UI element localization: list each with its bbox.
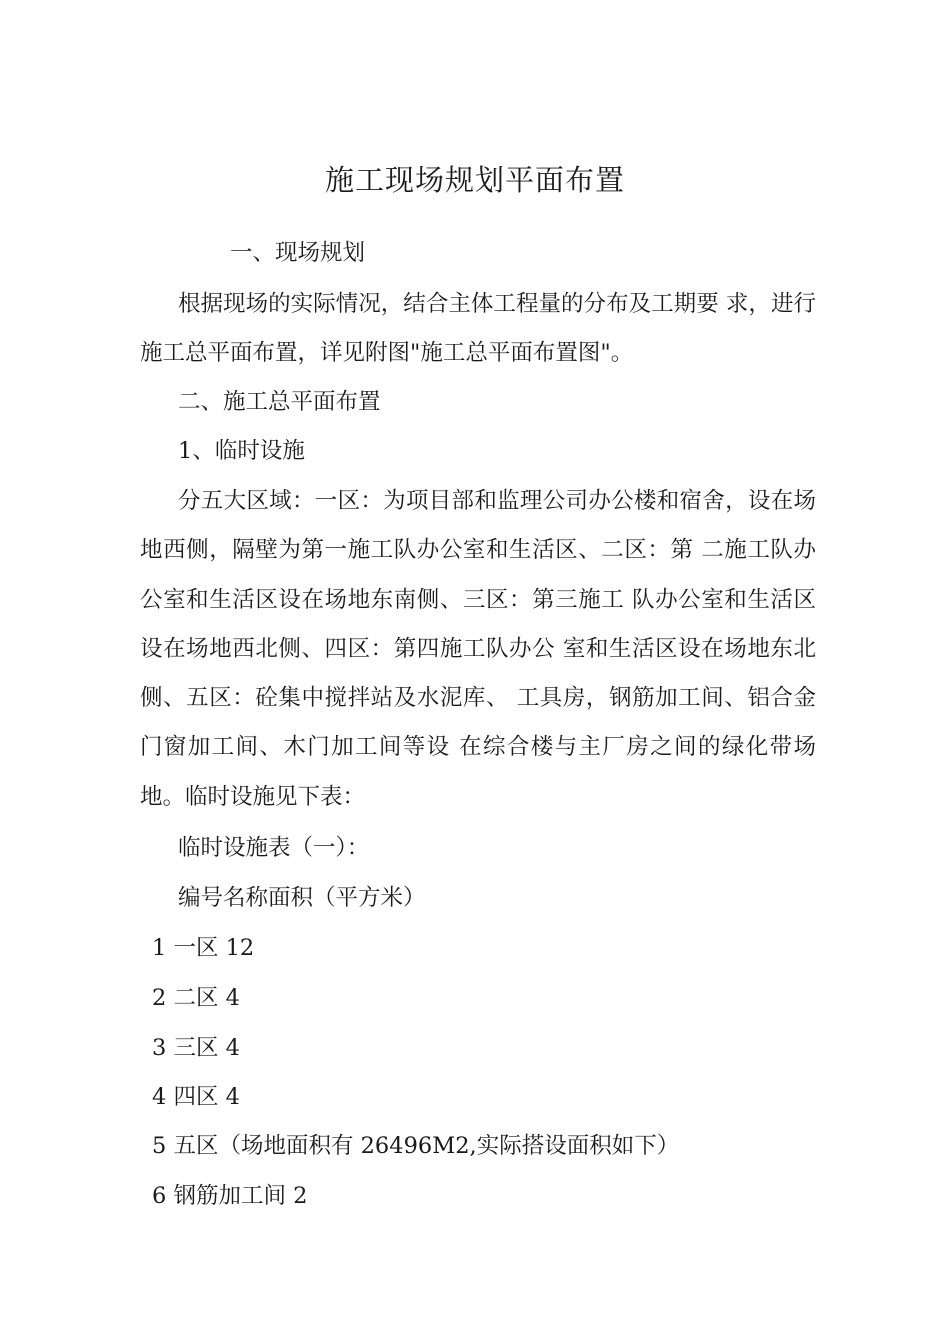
table-header-row: 编号名称面积（平方米） xyxy=(178,885,426,911)
paragraph-site-planning: 根据现场的实际情况，结合主体工程量的分布及工期要 求，进行施工总平面布置，详见附图"施工总平面布置图"。 xyxy=(140,291,816,367)
table-row: 5 五区（场地面积有 26496M2,实际搭设面积如下） xyxy=(152,1133,680,1159)
table-row: 2 二区 4 xyxy=(152,985,240,1011)
table-caption: 临时设施表（一）： xyxy=(178,835,370,861)
subsection-heading-temporary-facilities: 1、临时设施 xyxy=(178,438,305,464)
paragraph-temporary-facilities: 分五大区域：一区：为项目部和监理公司办公楼和宿舍，设在场地西侧，隔壁为第一施工队办公室和生活区、二区：第 二施工队办公室和生活区设在场地东南侧、三区：第三施工 队办公室和生活区设在场地西北侧、四区：第四施工队办公 室和生活区设在场地东北侧、五区：砼集中搅拌站及水泥库、 工具房，钢筋加工间、铝合金门窗加工间、木门加工间等设 在综合楼与主厂房之间的绿化带场地。临时设施见下表： xyxy=(140,488,816,810)
document-title: 施工现场规划平面布置 xyxy=(324,163,625,197)
table-row: 6 钢筋加工间 2 xyxy=(152,1183,308,1209)
section-heading-site-planning: 一、现场规划 xyxy=(230,240,366,266)
table-row: 3 三区 4 xyxy=(152,1035,240,1061)
table-row: 1 一区 12 xyxy=(152,935,255,961)
table-row: 4 四区 4 xyxy=(152,1084,240,1110)
section-heading-general-layout: 二、施工总平面布置 xyxy=(178,389,381,415)
